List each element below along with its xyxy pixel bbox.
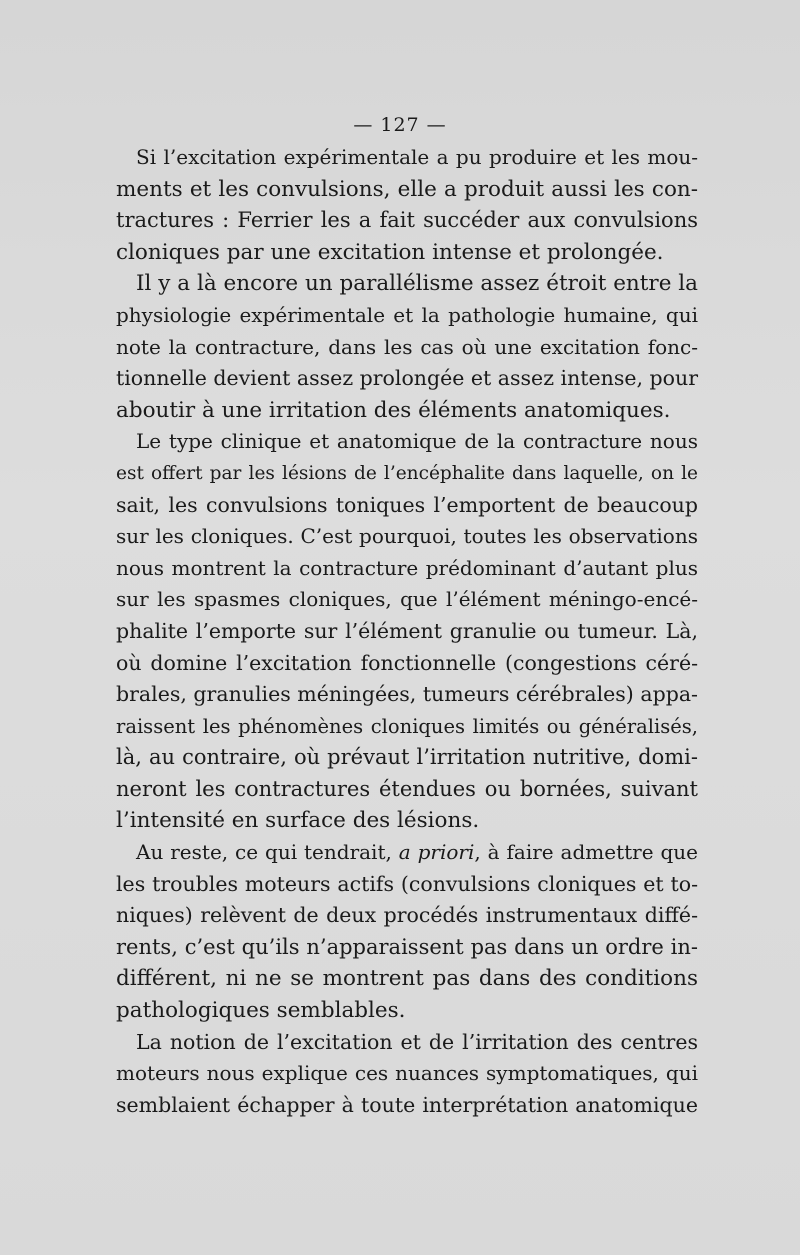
text-line: Le type clinique et anatomique de la contracture nous <box>136 429 698 454</box>
text-line: note la contracture, dans les cas où une excitation fonc- <box>116 334 698 359</box>
text-line <box>116 837 698 869</box>
text-line: niques) relèvent de deux procédés instrumentaux diffé- <box>116 903 698 928</box>
italic-phrase: a priori <box>398 840 475 865</box>
text-run: , à faire admettre que <box>474 840 698 865</box>
text-run: Au reste, ce qui tendrait, <box>136 840 399 865</box>
text-line: La notion de l’excitation et de l’irritation des centres <box>136 1029 698 1054</box>
text-line: sur les spasmes cloniques, que l’élément méningo-encé- <box>116 587 698 612</box>
text-line: brales, granulies méningées, tumeurs cérébrales) appa- <box>116 682 698 707</box>
text-line: neront les contractures étendues ou bornées, suivant <box>116 776 698 801</box>
text-line: rents, c’est qu’ils n’apparaissent pas dans un ordre in- <box>116 934 698 959</box>
page-number: — 127 — <box>353 114 447 136</box>
text-line: semblaient échapper à toute interprétation anatomique <box>116 1092 698 1117</box>
text-line: où domine l’excitation fonctionnelle (congestions céré- <box>116 650 698 675</box>
text-line: aboutir à une irritation des éléments anatomiques. <box>116 397 671 423</box>
text-line: les troubles moteurs actifs (convulsions cloniques et to- <box>116 871 698 896</box>
text-line: tionnelle devient assez prolongée et assez intense, pour <box>116 366 698 391</box>
text-line: est offert par les lésions de l’encéphalite dans laquelle, on le <box>116 462 698 484</box>
text-line: ments et les convulsions, elle a produit aussi les con- <box>116 176 698 202</box>
text-line: tractures : Ferrier les a fait succéder aux convulsions <box>116 208 698 233</box>
text-line: nous montrent la contracture prédominant d’autant plus <box>116 555 698 580</box>
text-line: l’intensité en surface des lésions. <box>116 808 480 834</box>
body-text <box>116 142 698 1121</box>
text-line: physiologie expérimentale et la pathologie humaine, qui <box>116 302 698 327</box>
text-line: cloniques par une excitation intense et prolongée. <box>116 239 664 265</box>
text-line: raissent les phénomènes cloniques limités ou généralisés, <box>116 714 698 738</box>
text-line: pathologiques semblables. <box>116 998 406 1024</box>
text-line: sur les cloniques. C’est pourquoi, toutes les observations <box>116 524 698 549</box>
text-line: moteurs nous explique ces nuances symptomatiques, qui <box>116 1061 698 1086</box>
text-line: phalite l’emporte sur l’élément granulie ou tumeur. Là, <box>116 618 698 643</box>
text-line: sait, les convulsions toniques l’emportent de beaucoup <box>116 492 698 517</box>
text-line: là, au contraire, où prévaut l’irritation nutritive, domi- <box>116 745 698 770</box>
text-line: différent, ni ne se montrent pas dans des conditions <box>116 966 698 992</box>
text-line: Il y a là encore un parallélisme assez étroit entre la <box>136 271 698 297</box>
text-line: Si l’excitation expérimentale a pu produire et les mou- <box>136 145 698 169</box>
